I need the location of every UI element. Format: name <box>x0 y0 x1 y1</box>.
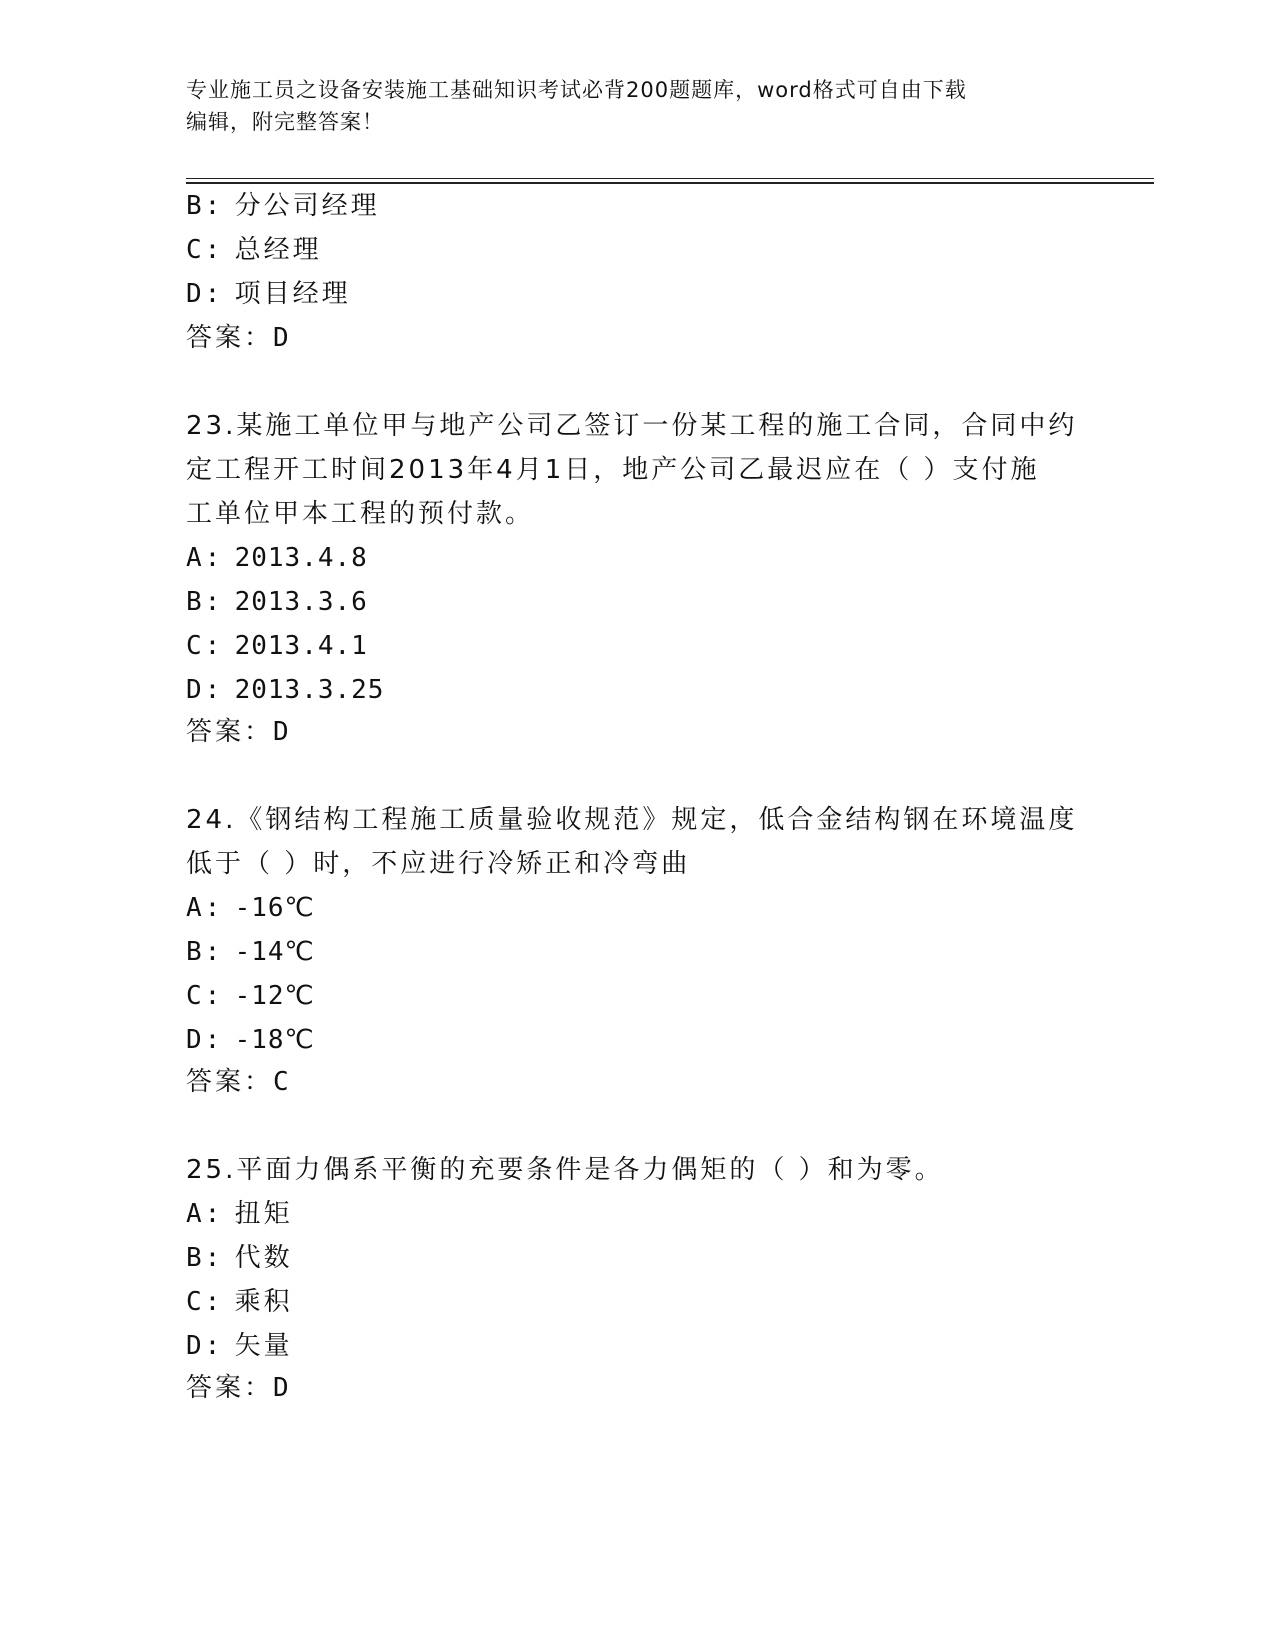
option-label: B: <box>186 1243 224 1273</box>
option-label: A: <box>186 543 224 573</box>
header-divider-thin <box>186 178 1154 179</box>
answer-value: D <box>273 717 292 747</box>
option-text: 矢量 <box>234 1331 293 1361</box>
q23-option-b <box>186 586 368 618</box>
option-text: 分公司经理 <box>234 191 380 221</box>
q24-option-d <box>186 1024 315 1056</box>
option-label: A: <box>186 1199 224 1229</box>
option-text: -12℃ <box>234 981 315 1011</box>
option-text: -14℃ <box>234 937 315 967</box>
q23-answer <box>186 716 292 748</box>
option-text: 2013.3.6 <box>234 587 368 617</box>
option-text: 总经理 <box>234 235 322 265</box>
answer-value: D <box>273 1373 292 1403</box>
q23-stem-line-3: 工单位甲本工程的预付款。 <box>186 499 535 529</box>
q22-answer <box>186 322 292 354</box>
header-line-2: 编辑，附完整答案！ <box>186 110 384 134</box>
option-label: D: <box>186 279 224 309</box>
header-divider-thick <box>186 182 1154 184</box>
document-header <box>186 74 1086 138</box>
option-text: 扭矩 <box>234 1199 293 1229</box>
option-text: 项目经理 <box>234 279 351 309</box>
q24-option-b <box>186 936 315 968</box>
option-label: B: <box>186 937 224 967</box>
q25-option-a <box>186 1198 293 1230</box>
q23-stem-line-1: 23.某施工单位甲与地产公司乙签订一份某工程的施工合同，合同中约 <box>186 411 1078 441</box>
option-label: D: <box>186 675 224 705</box>
q25-option-d <box>186 1330 293 1362</box>
option-text: 代数 <box>234 1243 293 1273</box>
q25-stem-line-1: 25.平面力偶系平衡的充要条件是各力偶矩的（ ）和为零。 <box>186 1155 944 1185</box>
q24-option-c <box>186 980 315 1012</box>
answer-value: D <box>273 323 292 353</box>
option-label: C: <box>186 981 224 1011</box>
option-text: 2013.4.1 <box>234 631 368 661</box>
q23-option-c <box>186 630 368 662</box>
q22-option-b <box>186 190 380 222</box>
q24-option-a <box>186 892 315 924</box>
q24-stem-line-2: 低于（ ）时，不应进行冷矫正和冷弯曲 <box>186 849 691 879</box>
option-text: 乘积 <box>234 1287 293 1317</box>
option-label: C: <box>186 235 224 265</box>
q23-option-a <box>186 542 368 574</box>
q25-answer <box>186 1372 292 1404</box>
q25-option-c <box>186 1286 293 1318</box>
q22-option-d <box>186 278 351 310</box>
option-label: D: <box>186 1025 224 1055</box>
option-label: D: <box>186 1331 224 1361</box>
q23-option-d <box>186 674 384 706</box>
q25-option-b <box>186 1242 293 1274</box>
q23-stem-line-2: 定工程开工时间2013年4月1日，地产公司乙最迟应在（ ）支付施 <box>186 455 1040 485</box>
answer-value: C <box>273 1067 292 1097</box>
answer-label: 答案： <box>186 323 274 353</box>
q24-stem-line-1: 24.《钢结构工程施工质量验收规范》规定，低合金结构钢在环境温度 <box>186 805 1078 835</box>
option-text: 2013.3.25 <box>234 675 385 705</box>
answer-label: 答案： <box>186 1067 274 1097</box>
option-label: B: <box>186 191 224 221</box>
option-label: A: <box>186 893 224 923</box>
header-line-1: 专业施工员之设备安装施工基础知识考试必背200题题库，word格式可自由下载 <box>186 78 967 102</box>
q24-answer <box>186 1066 292 1098</box>
option-text: 2013.4.8 <box>234 543 368 573</box>
option-text: -16℃ <box>234 893 315 923</box>
answer-label: 答案： <box>186 717 274 747</box>
option-label: C: <box>186 1287 224 1317</box>
q22-option-c <box>186 234 322 266</box>
option-text: -18℃ <box>234 1025 315 1055</box>
option-label: C: <box>186 631 224 661</box>
option-label: B: <box>186 587 224 617</box>
answer-label: 答案： <box>186 1373 274 1403</box>
